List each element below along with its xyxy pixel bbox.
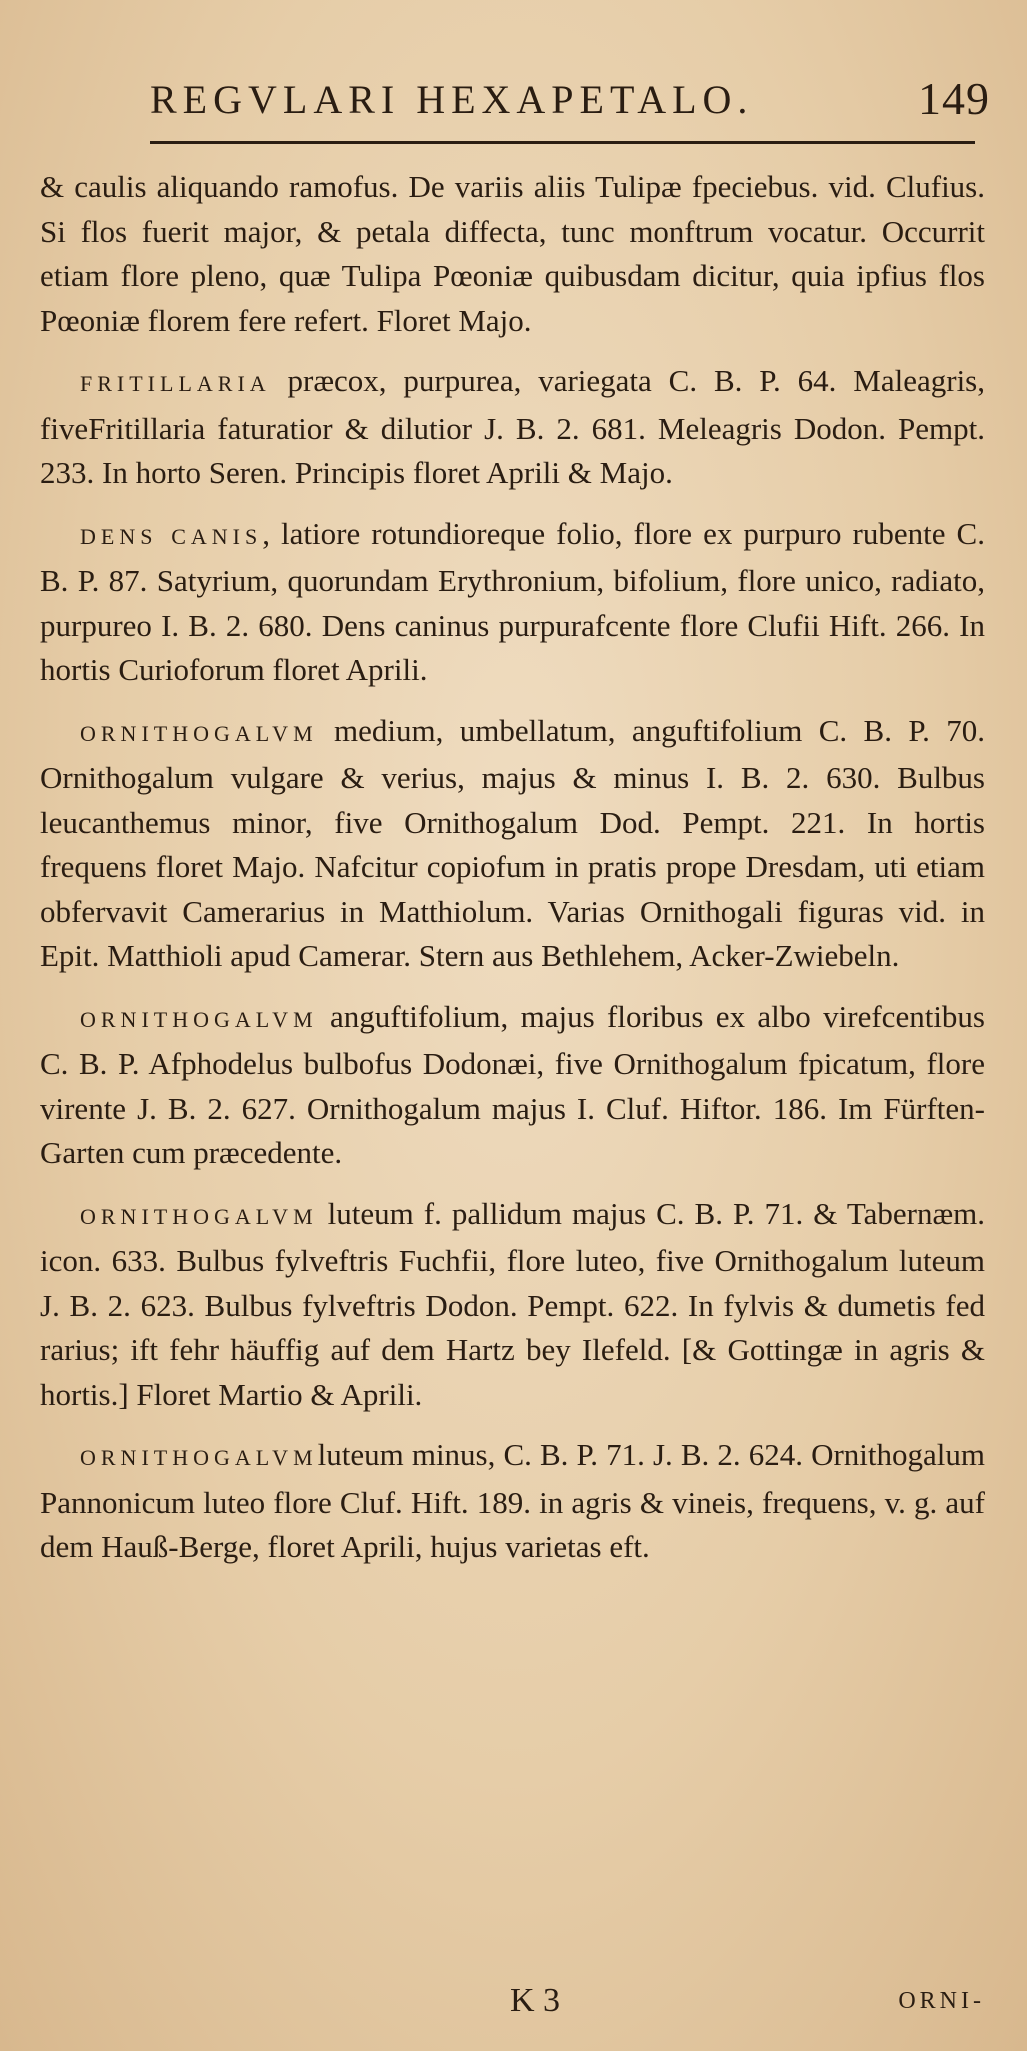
catchword: ORNI- (898, 1988, 985, 2014)
body-text (40, 165, 985, 1586)
signature-mark: K 3 (510, 1982, 561, 2019)
entry-lead: ORNITHOGALVM (80, 1445, 318, 1470)
entry-lead: ORNITHOGALVM (80, 720, 318, 746)
paragraph-3 (40, 512, 985, 693)
entry-lead: ORNITHOGALVM (80, 1006, 318, 1032)
paragraph-6 (40, 1192, 985, 1418)
paragraph-1 (40, 165, 985, 343)
page-footer (40, 1982, 985, 2032)
entry-lead: ORNITHOGALVM (80, 1203, 318, 1229)
paragraph-text: luteum minus, C. B. P. 71. J. B. 2. 624. Ornithogalum Pannonicum luteo flore Cluf. Hift. 189. in agris & vineis, frequens, v. g. auf dem Hauß-Berge, floret Aprili, hujus varietas eft. (40, 1437, 985, 1564)
header-title: REGVLARI HEXAPETALO. (150, 77, 754, 122)
page-number: 149 (918, 73, 990, 124)
paragraph-7 (40, 1433, 985, 1570)
running-header (150, 68, 990, 128)
paragraph-text: anguftifolium, majus floribus ex albo virefcentibus C. B. P. Afphodelus bulbofus Dodonæi, five Ornithogalum fpicatum, flore virente J. B. 2. 627. Ornithogalum majus I. Cluf. Hiftor. 186. Im Fürften-Garten cum præcedente. (40, 998, 985, 1170)
paragraph-2 (40, 359, 985, 496)
entry-lead: DENS CANIS (80, 523, 263, 549)
paragraph-4 (40, 709, 985, 979)
paragraph-text: , latiore rotundioreque folio, flore ex purpuro rubente C. B. P. 87. Satyrium, quorundam Erythronium, bifolium, flore unico, radiato, purpureo I. B. 2. 680. Dens caninus purpurafcente flore Clufii Hift. 266. In hortis Curioforum floret Aprili. (40, 515, 985, 687)
paragraph-5 (40, 995, 985, 1176)
entry-lead: FRITILLARIA (80, 371, 271, 396)
paragraph-text: & caulis aliquando ramofus. De variis aliis Tulipæ fpeciebus. vid. Clufius. Si flos fuerit major, & petala diffecta, tunc monftrum vocatur. Occurrit etiam flore pleno, quæ Tulipa Pœoniæ quibusdam dicitur, quia ipfius flos Pœoniæ florem fere refert. Floret Majo. (40, 169, 985, 338)
paragraph-text: præcox, purpurea, variegata C. B. P. 64. Maleagris, fiveFritillaria faturatior & dilutior J. B. 2. 681. Meleagris Dodon. Pempt. 233. In horto Seren. Principis floret Aprili & Majo. (40, 363, 985, 490)
paragraph-text: medium, umbellatum, anguftifolium C. B. P. 70. Ornithogalum vulgare & verius, majus & minus I. B. 2. 630. Bulbus leucanthemus minor, five Ornithogalum Dod. Pempt. 221. In hortis frequens floret Majo. Nafcitur copiofum in pratis prope Dresdam, uti etiam obfervavit Camerarius in Matthiolum. Varias Ornithogali figuras vid. in Epit. Matthioli apud Camerar. Stern aus Bethlehem, Acker-Zwiebeln. (40, 712, 985, 973)
header-rule (150, 141, 975, 144)
paragraph-text: luteum f. pallidum majus C. B. P. 71. & Tabernæm. icon. 633. Bulbus fylveftris Fuchfii, flore luteo, five Ornithogalum luteum J. B. 2. 623. Bulbus fylveftris Dodon. Pempt. 622. In fylvis & dumetis fed rarius; ift fehr häuffig auf dem Hartz bey Ilefeld. [& Gottingæ in agris & hortis.] Floret Martio & Aprili. (40, 1195, 985, 1412)
